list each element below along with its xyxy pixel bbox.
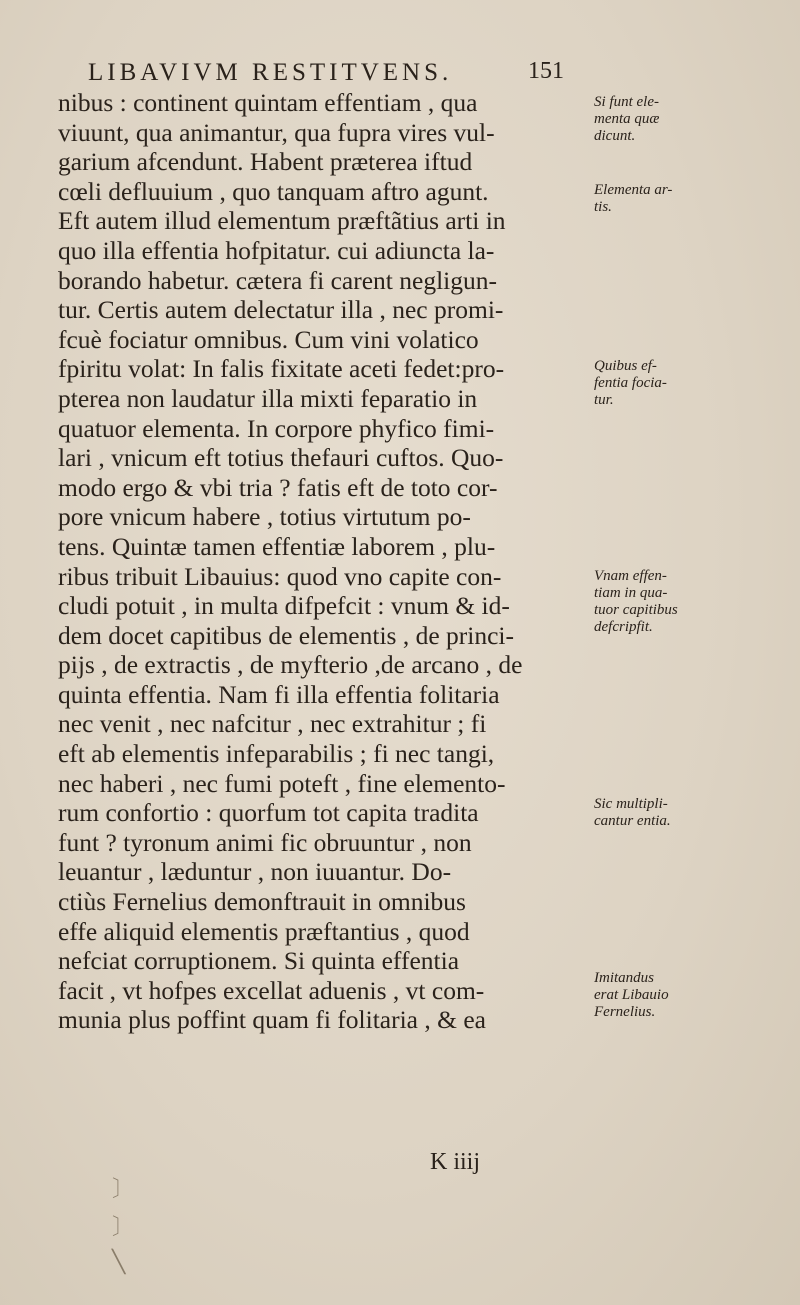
text-line: leuantur , læduntur , non iuuantur. Do- xyxy=(58,857,452,887)
margin-note xyxy=(594,970,744,1021)
margin-note-line: Fernelius. xyxy=(594,1004,656,1020)
bleed-through-mark: 〕 xyxy=(112,1215,135,1240)
margin-note xyxy=(594,182,744,216)
margin-note-line: Imitandus xyxy=(594,970,654,986)
text-line: funt ? tyronum animi fic obruuntur , non xyxy=(58,827,472,857)
bleed-through-mark: ╲ xyxy=(112,1250,126,1275)
margin-note-line: Sic multipli- xyxy=(594,796,668,812)
margin-note xyxy=(594,568,744,636)
text-line: munia plus poffint quam fi folitaria , & ea xyxy=(58,1005,486,1035)
page-number: 151 xyxy=(528,58,564,84)
text-line: facit , vt hofpes excellat aduenis , vt com- xyxy=(58,975,485,1005)
margin-note-line: tis. xyxy=(594,199,612,215)
text-line: nibus : continent quintam effentiam , qua xyxy=(58,88,478,117)
margin-note-line: Elementa ar- xyxy=(594,182,673,198)
margin-note-line: tiam in qua- xyxy=(594,585,668,601)
margin-note xyxy=(594,94,744,145)
main-text-block xyxy=(58,88,578,1035)
margin-note-line: Si funt ele- xyxy=(594,94,659,110)
margin-note-line: Vnam effen- xyxy=(594,568,667,584)
text-line: tur. Certis autem delectatur illa , nec promi- xyxy=(58,295,504,325)
text-line: modo ergo & vbi tria ? fatis eft de toto cor- xyxy=(58,472,498,502)
text-line: lari , vnicum eft totius thefauri cuftos. Quo- xyxy=(58,443,504,473)
text-line: fpiritu volat: In falis fixitate aceti fedet:pro- xyxy=(58,354,505,384)
margin-note xyxy=(594,358,744,409)
margin-note-line: tuor capitibus xyxy=(594,602,678,618)
text-line: borando habetur. cætera fi carent negligun- xyxy=(58,265,497,295)
text-line: pterea non laudatur illa mixti feparatio in xyxy=(58,383,478,413)
text-line: quatuor elementa. In corpore phyfico fimi- xyxy=(58,413,495,443)
text-line: nefciat corruptionem. Si quinta effentia xyxy=(58,946,460,976)
margin-note-line: dicunt. xyxy=(594,128,636,144)
text-line: cœli defluuium , quo tanquam aftro agunt. xyxy=(58,176,489,206)
catchword: K iiij xyxy=(430,1149,481,1175)
text-line: dem docet capitibus de elementis , de princi- xyxy=(58,620,515,650)
margin-note-line: menta quæ xyxy=(594,111,660,127)
text-line: nec haberi , nec fumi poteft , fine elemento- xyxy=(58,768,506,798)
text-line: nec venit , nec nafcitur , nec extrahitur ; fi xyxy=(58,709,487,739)
text-line: ribus tribuit Libauius: quod vno capite con- xyxy=(58,561,502,591)
margin-note-line: cantur entia. xyxy=(594,813,671,829)
text-line: pore vnicum habere , totius virtutum po- xyxy=(58,502,471,532)
running-head: LIBAVIVM RESTITVENS. xyxy=(88,59,453,86)
margin-note-line: fentia focia- xyxy=(594,375,667,391)
text-line: tens. Quintæ tamen effentiæ laborem , plu- xyxy=(58,531,496,561)
margin-note-line: defcripfit. xyxy=(594,619,653,635)
margin-note xyxy=(594,796,744,830)
text-line: fcuè fociatur omnibus. Cum vini volatico xyxy=(58,324,479,354)
text-line: cludi potuit , in multa difpefcit : vnum & id- xyxy=(58,591,510,621)
text-line: garium afcendunt. Habent prætereа iftud xyxy=(58,147,473,177)
text-line: Eft autem illud elementum præftãtius arti in xyxy=(58,206,506,236)
text-line: ctiùs Fernelius demonftrauit in omnibus xyxy=(58,887,466,917)
text-line: quinta effentia. Nam fi illa effentia folitaria xyxy=(58,679,500,709)
text-line: viuunt, qua animantur, qua fupra vires vul- xyxy=(58,117,495,147)
margin-note-line: Quibus ef- xyxy=(594,358,657,374)
margin-note-line: erat Libauio xyxy=(594,987,669,1003)
bleed-through-mark: 〕 xyxy=(112,1177,135,1202)
margin-note-line: tur. xyxy=(594,392,614,408)
text-line: quo illa effentia hofpitatur. cui adiuncta la- xyxy=(58,235,495,265)
text-line: pijs , de extractis , de myfterio ,de arcano , de xyxy=(58,650,523,680)
text-line: eft ab elementis infeparabilis ; fi nec tangi, xyxy=(58,739,495,769)
text-line: effe aliquid elementis præftantius , quod xyxy=(58,916,470,946)
text-line: rum confortio : quorfum tot capita tradita xyxy=(58,798,479,828)
